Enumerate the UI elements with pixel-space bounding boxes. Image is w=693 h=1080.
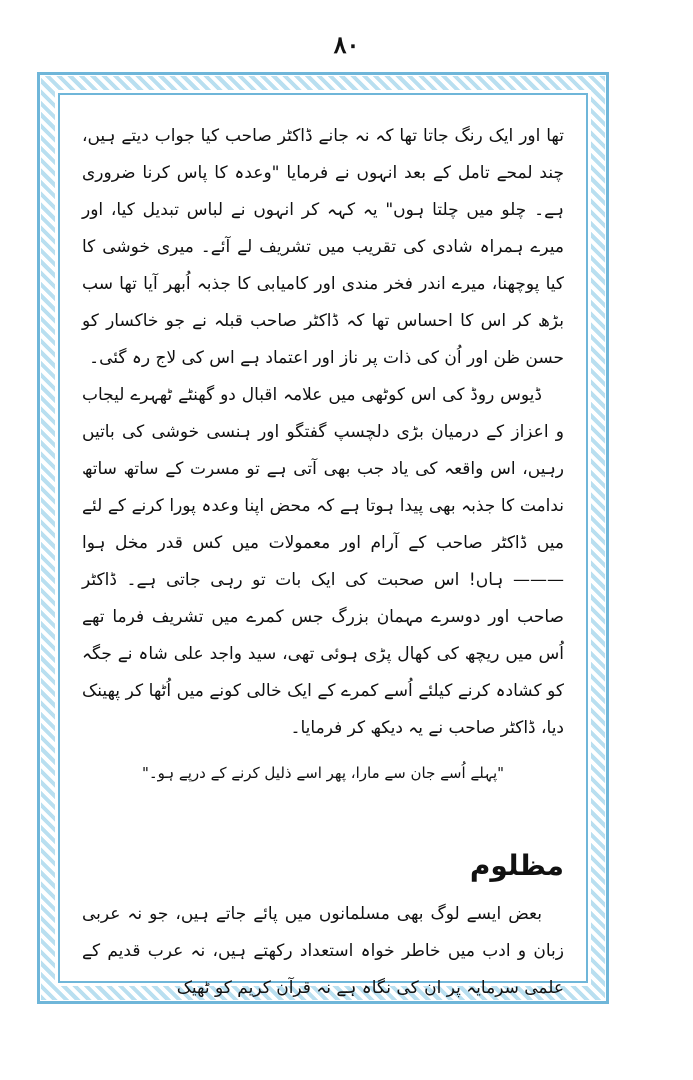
- page-body: [82, 118, 564, 998]
- section-heading: مظلوم: [469, 849, 564, 882]
- page-number: ۸۰: [333, 30, 360, 59]
- paragraph-3: بعض ایسے لوگ بھی مسلمانوں میں پائے جاتے ہیں، جو نہ عربی زبان و ادب میں خاطر خواہ استعداد رکھتے ہیں، نہ عرب قدیم کے علمی سرمایہ پر ان کی نگاہ ہے نہ قرآن کریم کو ٹھیک: [82, 904, 564, 998]
- paragraph-1: تھا اور ایک رنگ جاتا تھا کہ نہ جانے ڈاکٹر صاحب کیا جواب دیتے ہیں، چند لمحے تامل کے بعد انہوں نے فرمایا "وعدہ کا پاس کرنا ضروری ہے۔ چلو میں چلتا ہوں" یہ کہہ کر انہوں نے لباس تبدیل کیا، اور میرے ہمراہ شادی کی تقریب میں تشریف لے آئے۔ میری خوشی کا کیا پوچھنا، میرے اندر فخر مندی اور کامیابی کا جذبہ اُبھر آیا تھا سب بڑھ کر اس کا احساس تھا کہ ڈاکٹر صاحب قبلہ نے جو خاکسار کو حسن ظن اور اُن کی ذات پر ناز اور اعتماد ہے اس کی لاج رہ گئی۔: [82, 126, 564, 368]
- paragraph-2: ڈیوس روڈ کی اس کوٹھی میں علامہ اقبال دو گھنٹے ٹھہرے لیجاب و اعزاز کے درمیان بڑی دلچسپ گفتگو اور ہنسی خوشی کی باتیں رہیں، اس واقعہ کی یاد جب بھی آتی ہے تو مسرت کے ساتھ ساتھ ندامت کا جذبہ بھی پیدا ہوتا ہے کہ محض اپنا وعدہ پورا کرنے کے لئے میں ڈاکٹر صاحب کے آرام اور معمولات میں کس قدر مخل ہوا ——— ہاں! اس صحبت کی ایک بات تو رہی جاتی ہے۔ ڈاکٹر صاحب اور دوسرے مہمان بزرگ جس کمرے میں تشریف فرما تھے اُس میں ریچھ کی کھال پڑی ہوئی تھی، سید واجد علی شاہ نے جگہ کو کشادہ کرنے کیلئے اُسے کمرے کے ایک خالی کونے میں اُٹھا کر پھینک دیا، ڈاکٹر صاحب نے یہ دیکھ کر فرمایا۔: [82, 385, 564, 738]
- quotation: "پہلے اُسے جان سے مارا، پھر اسے ذلیل کرنے کے درپے ہو۔": [141, 764, 505, 782]
